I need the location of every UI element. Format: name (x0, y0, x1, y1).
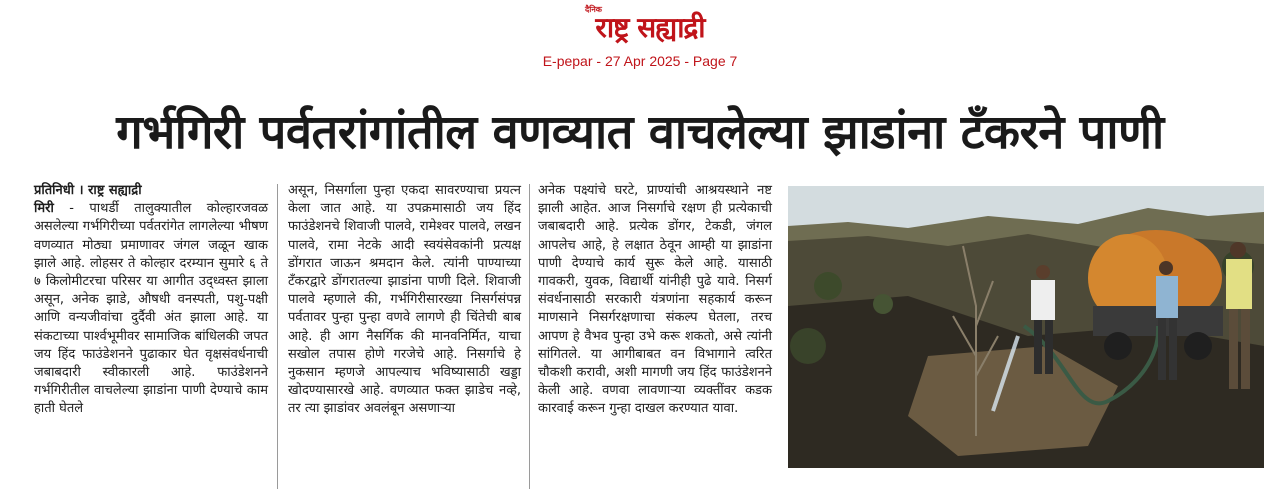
article-column-1 (34, 182, 268, 419)
article-byline: प्रतिनिधी । राष्ट्र सह्याद्री (34, 183, 142, 198)
article-column-2 (288, 182, 521, 419)
column-1-text: - पाथर्डी तालुक्यातील कोल्हारजवळ असलेल्या गर्भगिरीच्या पर्वतरांगेत लागलेल्या भीषण वणव्यात मोठ्या प्रमाणावर जंगल जळून खाक झाले आहे. लोहसर ते कोल्हार दरम्यान सुमारे ६ ते ७ किलोमीटरचा परिसर या आगीत उद्ध्वस्त झाला असून, अनेक झाडे, औषधी वनस्पती, पशु-पक्षी आणि वन्यजीवांचा दुर्दैवी अंत झाला आहे. या संकटाच्या पार्श्वभूमीवर सामाजिक बांधिलकी जपत जय हिंद फाउंडेशनने पुढाकार घेत वृक्षसंवर्धनाची जबाबदारी स्वीकारली आहे. फाउंडेशनने गर्भगिरीतील वाचलेल्या झाडांना पाणी देण्याचे काम हाती घेतले (34, 201, 268, 417)
column-divider (277, 184, 278, 489)
logo-daily-label: दैनिक (585, 5, 602, 14)
article-paragraph-1 (34, 200, 268, 418)
masthead (0, 0, 1280, 80)
logo-title: राष्ट्र सह्याद्री (595, 11, 705, 44)
column-2-text: असून, निसर्गाला पुन्हा एकदा सावरण्याचा प्रयत्न केला जात आहे. या उपक्रमासाठी जय हिंद फाउंडेशनचे शिवाजी पालवे, रामेश्वर पालवे, लखन पालवे, रामा नेटके आदी स्वयंसेवकांनी प्रत्यक्ष डोंगरात जाऊन श्रमदान केले. त्यांनी पाण्याच्या टँकरद्वारे डोंगरातल्या झाडांना पाणी दिले. शिवाजी पालवे म्हणाले की, गर्भगिरीसारख्या निसर्गसंपन्न पर्वतावर पुन्हा पुन्हा वणवे लागणे ही चिंतेची बाब आहे. ही आग नैसर्गिक की मानवनिर्मित, याचा सखोल तपास होणे गरजेचे आहे. निसर्गाचे हे नुकसान म्हणजे आपल्याच भविष्यासाठी खड्डा खोदण्यासारखे आहे. वणव्यात फक्त झाडेच नव्हे, तर त्या झाडांवर अवलंबून असणाऱ्या (288, 183, 521, 417)
edition-date-page: E-pepar - 27 Apr 2025 - Page 7 (542, 53, 738, 69)
column-divider (529, 184, 530, 489)
photo-scene-illustration (788, 186, 1264, 468)
newspaper-logo[interactable] (575, 4, 725, 46)
article-photo (788, 186, 1264, 468)
article-headline: गर्भगिरी पर्वतरांगांतील वणव्यात वाचलेल्या झाडांना टँकरने पाणी (116, 105, 1164, 160)
dateline-place: मिरी (34, 201, 54, 217)
column-3-text: अनेक पक्ष्यांचे घरटे, प्राण्यांची आश्रयस्थाने नष्ट झाली आहेत. आज निसर्गाचे रक्षण ही प्रत्येकाची जबाबदारी आहे. प्रत्येक डोंगर, टेकडी, जंगल आपलेच आहे, हे लक्षात ठेवून आम्ही या झाडांना पाणी देण्याचे कार्य सुरू केले आहे. यासाठी गावकरी, युवक, विद्यार्थी यांनीही पुढे यावे. निसर्ग संवर्धनासाठी सरकारी यंत्रणांना सहकार्य करून माणसाने निसर्गरक्षणाचा संकल्प घेतला, तरच आपण हे वैभव पुन्हा उभे करू शकतो, असे त्यांनी सांगितले. या आगीबाबत वन विभागाने त्वरित चौकशी करावी, अशी मागणी जय हिंद फाउंडेशनने केली आहे. वणवा लावणाऱ्या व्यक्तींवर कडक कारवाई करून गुन्हा दाखल करण्यात यावा. (538, 183, 772, 417)
article-column-3 (538, 182, 772, 419)
